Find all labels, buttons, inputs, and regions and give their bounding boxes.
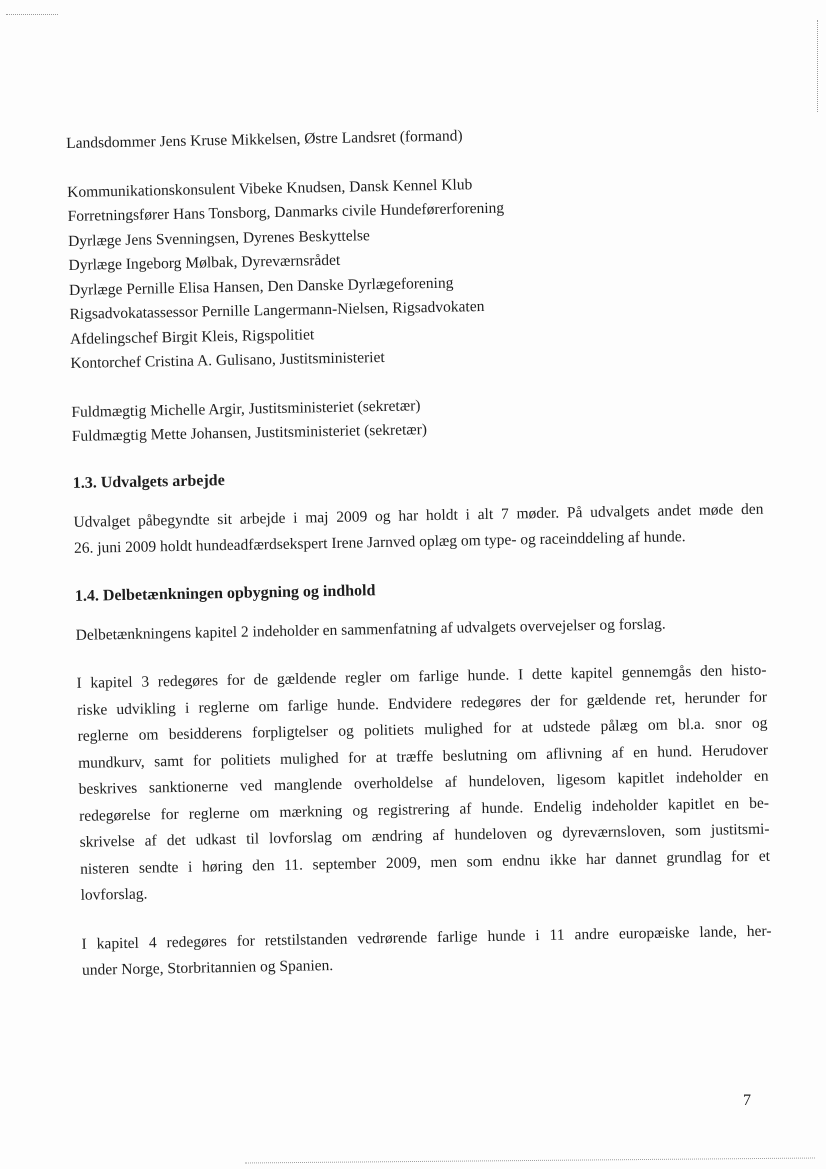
text-line: Delbetænkningens kapitel 2 indeholder en sammenfatning af udvalgets overvejelser og forslag. xyxy=(75,615,666,644)
member-item: Kontorchef Cristina A. Gulisano, Justitsministeriet xyxy=(70,348,385,372)
secretary-item: Fuldmægtig Mette Johansen, Justitsministeriet (sekretær) xyxy=(71,421,428,445)
chair-line: Landsdommer Jens Kruse Mikkelsen, Østre Landsret (formand) xyxy=(66,127,463,152)
text-line: beskrives sanktionerne ved manglende overholdelse af hundeloven, ligesom kapitlet indeholder en xyxy=(78,767,769,798)
section-heading-1-4: 1.4. Delbetænkningen opbygning og indhold xyxy=(74,581,376,605)
document-body xyxy=(66,119,772,985)
member-item: Dyrlæge Jens Svenningsen, Dyrenes Beskyttelse xyxy=(67,226,370,250)
text-line: under Norge, Storbritannien og Spanien. xyxy=(81,957,334,979)
section-1-4-paragraph-2 xyxy=(76,658,770,910)
member-item: Dyrlæge Ingeborg Mølbak, Dyreværnsrådet xyxy=(68,251,341,274)
text-line: mundkurv, samt for politiets mulighed for at træffe beslutning om aflivning af en hund. Herudover xyxy=(77,741,769,772)
scan-artifact-right xyxy=(817,20,818,112)
text-line: 26. juni 2009 holdt hundeadfærdsekspert Irene Jarnved oplæg om type- og raceinddeling af hunde. xyxy=(73,528,686,557)
member-item: Dyrlæge Pernille Elisa Hansen, Den Danske Dyrlægeforening xyxy=(68,274,454,299)
scan-artifact-bottom xyxy=(245,1158,815,1164)
member-item: Kommunikationskonsulent Vibeke Knudsen, Dansk Kennel Klub xyxy=(66,175,473,201)
page-number: 7 xyxy=(743,1092,751,1109)
secretary-item: Fuldmægtig Michelle Argir, Justitsministeriet (sekretær) xyxy=(71,396,421,421)
text-line: lovforslag. xyxy=(80,885,148,904)
member-list xyxy=(67,167,761,376)
section-heading-1-3: 1.3. Udvalgets arbejde xyxy=(72,471,225,492)
member-item: Rigsadvokatassessor Pernille Langermann-Nielsen, Rigsadvokaten xyxy=(69,298,485,323)
text-line: skrivelse af det udkast til lovforslag om ændring af hundeloven og dyreværnsloven, som justitsmi- xyxy=(79,820,770,851)
member-item: Afdelingschef Birgit Kleis, Rigspolitiet xyxy=(69,325,315,348)
text-line: redegørelse for reglerne om mærkning og registrering af hunde. Endelig indeholder kapitlet en be- xyxy=(78,794,770,825)
text-line: Udvalget påbegyndte sit arbejde i maj 2009 og har holdt i alt 7 møder. På udvalgets andet møde den xyxy=(73,500,764,531)
member-item: Forretningsfører Hans Tonsborg, Danmarks civile Hundeførerforening xyxy=(67,199,505,225)
text-line: nisteren sendte i høring den 11. september 2009, men som endnu ikke har dannet grundlag for et xyxy=(79,847,771,878)
scan-artifact-top xyxy=(6,14,58,15)
text-line: riske udvikling i reglerne om farlige hunde. Endvidere redegøres der for gældende ret, herunder for xyxy=(76,688,768,719)
text-line: reglerne om besidderens forpligtelser og politiets mulighed for at udstede pålæg om bl.a. snor og xyxy=(77,714,768,745)
text-line: I kapitel 3 redegøres for de gældende regler om farlige hunde. I dette kapitel gennemgås den histo- xyxy=(76,661,767,692)
text-line: I kapitel 4 redegøres for retstilstanden vedrørende farlige hunde i 11 andre europæiske lande, her- xyxy=(81,922,772,953)
